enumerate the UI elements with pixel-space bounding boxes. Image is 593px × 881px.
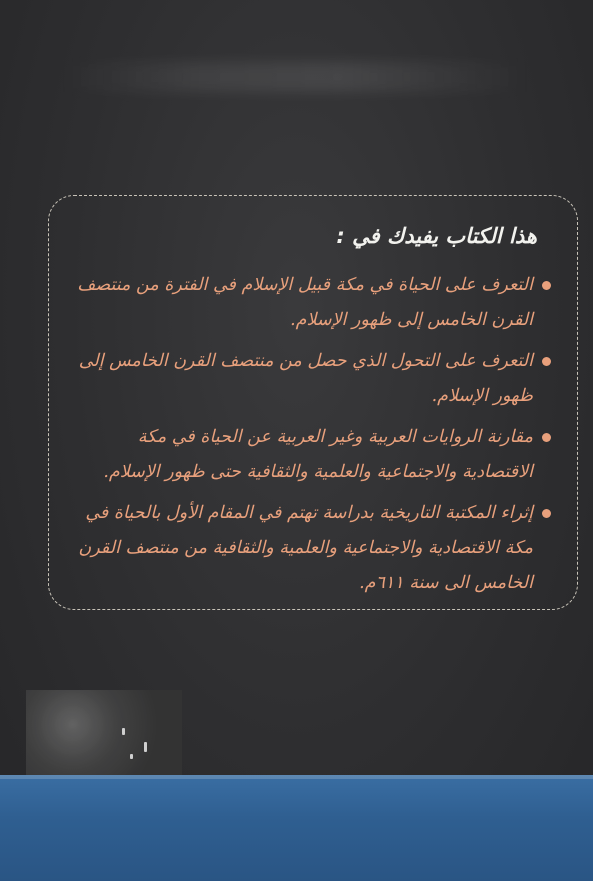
bullet-icon (542, 281, 551, 290)
benefit-item-4 (71, 496, 551, 601)
benefit-text-4: إثراء المكتبة التاريخية بدراسة تهتم في المقام الأول بالحياة في مكة الاقتصادية والاجتماعية والعلمية والثقافية من منتصف القرن الخامس الى سنة ٦١١م. (78, 503, 533, 593)
bullet-icon (542, 357, 551, 366)
benefits-box (48, 195, 578, 610)
benefits-title: هذا الكتاب يفيدك في : (336, 224, 537, 248)
benefit-text-1: التعرف على الحياة في مكة قبيل الإسلام في الفترة من منتصف القرن الخامس إلى ظهور الإسلام. (77, 275, 533, 330)
benefit-item-3 (71, 420, 551, 490)
cover-texture (60, 62, 530, 92)
bottom-color-band (0, 775, 593, 881)
benefit-text-3: مقارنة الروايات العربية وغير العربية عن الحياة في مكة الاقتصادية والاجتماعية والعلمية والثقافية حتى ظهور الإسلام. (103, 427, 533, 482)
speck-mark (122, 728, 125, 735)
benefit-text-2: التعرف على التحول الذي حصل من منتصف القرن الخامس إلى ظهور الإسلام. (78, 351, 533, 406)
benefit-item-2 (71, 344, 551, 414)
bullet-icon (542, 433, 551, 442)
bullet-icon (542, 509, 551, 518)
speck-mark (130, 754, 133, 759)
benefit-item-1 (71, 268, 551, 338)
barcode-area-image (26, 690, 182, 776)
speck-mark (144, 742, 147, 752)
benefits-list (71, 268, 551, 607)
